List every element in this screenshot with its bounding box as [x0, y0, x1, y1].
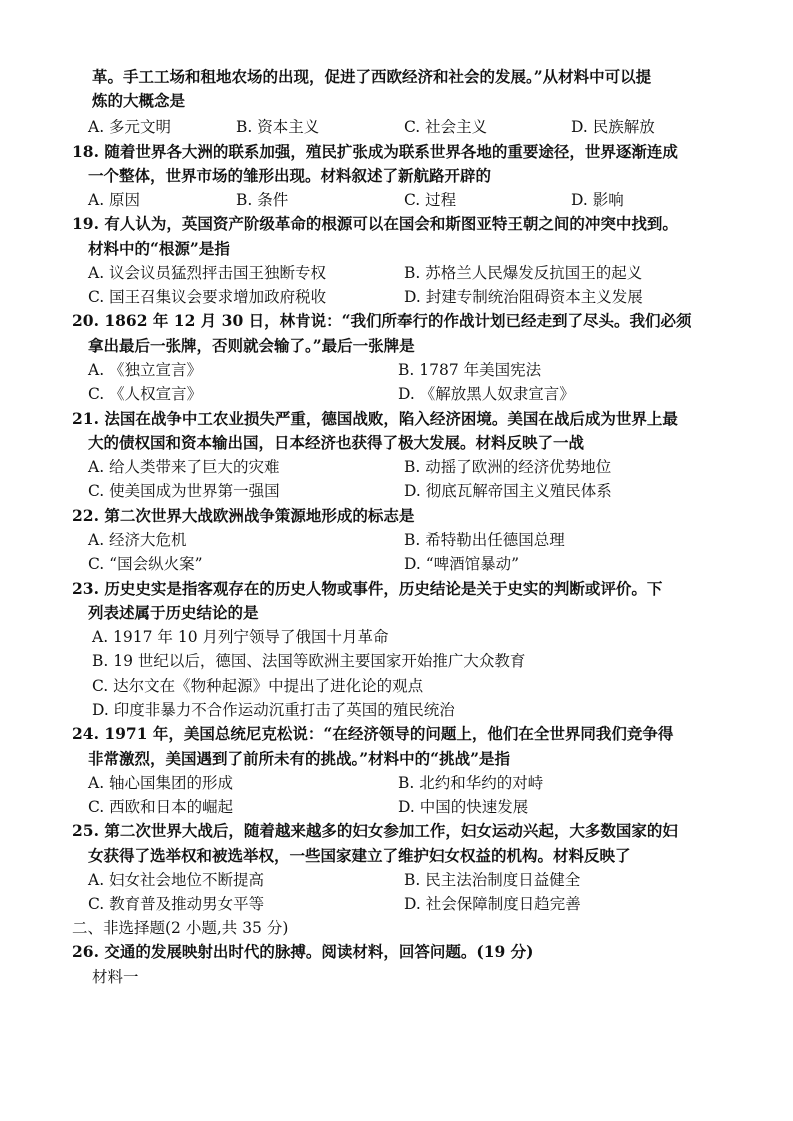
q22-opt-b: B. 希特勒出任德国总理 — [404, 531, 565, 549]
q17-opt-b: B. 资本主义 — [236, 118, 320, 136]
q25-opt-c: C. 教育普及推动男女平等 — [88, 895, 265, 913]
q21-stem-2: 大的债权国和资本输出国，日本经济也获得了极大发展。材料反映了一战 — [88, 433, 585, 452]
q17-opt-c: C. 社会主义 — [404, 118, 488, 136]
q25-opt-a: A. 妇女社会地位不断提高 — [88, 871, 265, 889]
q24-stem-1: 24. 1971 年，美国总统尼克松说：“在经济领导的问题上，他们在全世界同我们竞争得 — [72, 724, 674, 743]
q17-stem-3: 炼的大概念是 — [92, 91, 186, 110]
q20-opt-a: A. 《独立宣言》 — [88, 361, 203, 379]
q24-opt-b: B. 北约和华约的对峙 — [398, 774, 544, 792]
q18-opt-d: D. 影响 — [571, 191, 624, 209]
q20-stem-1: 20. 1862 年 12 月 30 日，林肯说：“我们所奉行的作战计划已经走到了尽头。我们必须 — [72, 311, 692, 330]
q21-opt-b: B. 动摇了欧洲的经济优势地位 — [404, 458, 612, 476]
q18-opt-a: A. 原因 — [88, 191, 141, 209]
q20-opt-b: B. 1787 年美国宪法 — [398, 361, 542, 379]
q22-opt-c: C. “国会纵火案” — [88, 555, 203, 573]
q18-opt-b: B. 条件 — [236, 191, 289, 209]
q22-opt-d: D. “啤酒馆暴动” — [404, 555, 520, 573]
q19-opt-d: D. 封建专制统治阻碍资本主义发展 — [404, 288, 643, 306]
q21-opt-c: C. 使美国成为世界第一强国 — [88, 482, 280, 500]
q23-opt-a: A. 1917 年 10 月列宁领导了俄国十月革命 — [92, 628, 389, 646]
q18-opt-c: C. 过程 — [404, 191, 457, 209]
q21-stem-1: 21. 法国在战争中工农业损失严重，德国战败，陷入经济困境。美国在战后成为世界上最 — [72, 409, 678, 428]
q19-opt-c: C. 国王召集议会要求增加政府税收 — [88, 288, 327, 306]
q20-opt-d: D. 《解放黑人奴隶宣言》 — [398, 385, 575, 403]
q22-stem-1: 22. 第二次世界大战欧洲战争策源地形成的标志是 — [72, 506, 415, 525]
q17-stem-2: 革。手工工场和租地农场的出现，促进了西欧经济和社会的发展。”从材料中可以提 — [92, 67, 652, 86]
q17-opt-d: D. 民族解放 — [571, 118, 655, 136]
q23-opt-d: D. 印度非暴力不合作运动沉重打击了英国的殖民统治 — [92, 701, 455, 719]
q20-stem-2: 拿出最后一张牌，否则就会输了。”最后一张牌是 — [88, 336, 415, 355]
q19-stem-2: 材料中的“根源”是指 — [88, 239, 230, 258]
q19-opt-a: A. 议会议员猛烈抨击国王独断专权 — [88, 264, 327, 282]
q24-opt-d: D. 中国的快速发展 — [398, 798, 529, 816]
q23-stem-2: 列表述属于历史结论的是 — [88, 603, 259, 622]
q23-opt-c: C. 达尔文在《物种起源》中提出了进化论的观点 — [92, 677, 424, 695]
q19-opt-b: B. 苏格兰人民爆发反抗国王的起义 — [404, 264, 643, 282]
q25-opt-d: D. 社会保障制度日趋完善 — [404, 895, 581, 913]
q26-stem-1: 26. 交通的发展映射出时代的脉搏。阅读材料，回答问题。(19 分) — [72, 942, 534, 961]
q18-stem-1: 18. 随着世界各大洲的联系加强，殖民扩张成为联系世界各地的重要途径，世界逐渐连成 — [72, 142, 678, 161]
q21-opt-a: A. 给人类带来了巨大的灾难 — [88, 458, 280, 476]
q21-opt-d: D. 彻底瓦解帝国主义殖民体系 — [404, 482, 612, 500]
q23-opt-b: B. 19 世纪以后，德国、法国等欧洲主要国家开始推广大众教育 — [92, 652, 526, 670]
q25-opt-b: B. 民主法治制度日益健全 — [404, 871, 581, 889]
q17-opt-a: A. 多元文明 — [88, 118, 172, 136]
q24-stem-2: 非常激烈，美国遇到了前所未有的挑战。”材料中的“挑战”是指 — [88, 749, 510, 768]
q24-opt-a: A. 轴心国集团的形成 — [88, 774, 234, 792]
q23-stem-1: 23. 历史史实是指客观存在的历史人物或事件，历史结论是关于史实的判断或评价。下 — [72, 579, 663, 598]
q24-opt-c: C. 西欧和日本的崛起 — [88, 798, 234, 816]
q19-stem-1: 19. 有人认为，英国资产阶级革命的根源可以在国会和斯图亚特王朝之间的冲突中找到。 — [72, 214, 678, 233]
section-2-heading: 二、非选择题(2 小题,共 35 分) — [72, 919, 289, 937]
q20-opt-c: C. 《人权宣言》 — [88, 385, 203, 403]
q26-material-1: 材料一 — [92, 968, 139, 986]
q25-stem-1: 25. 第二次世界大战后，随着越来越多的妇女参加工作，妇女运动兴起，大多数国家的妇 — [72, 821, 678, 840]
q22-opt-a: A. 经济大危机 — [88, 531, 187, 549]
q18-stem-2: 一个整体，世界市场的雏形出现。材料叙述了新航路开辟的 — [88, 166, 492, 185]
q25-stem-2: 女获得了选举权和被选举权，一些国家建立了维护妇女权益的机构。材料反映了 — [88, 846, 631, 865]
